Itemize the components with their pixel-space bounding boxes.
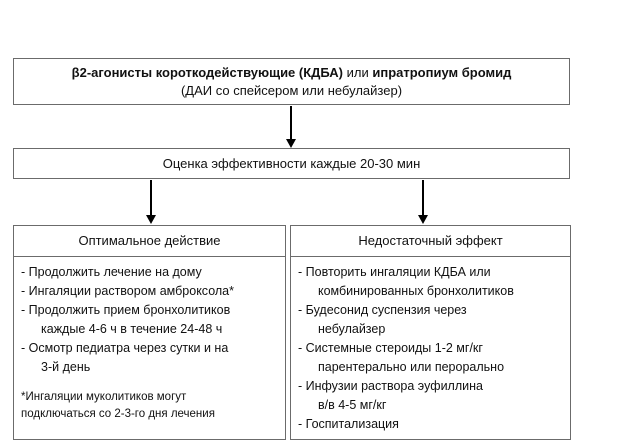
list-item xyxy=(21,263,279,282)
list-item xyxy=(21,282,279,301)
initial-therapy-box xyxy=(13,58,570,105)
saba-label: β2-агонисты короткодействующие (КДБА) xyxy=(71,65,343,80)
arrow-down-right xyxy=(422,180,424,215)
arrow-head-left xyxy=(146,215,156,224)
connector-text: или xyxy=(343,65,373,80)
insufficient-effect-body xyxy=(290,257,571,440)
list-item xyxy=(21,339,279,358)
list-item-text: - Ингаляции раствором амброксола* xyxy=(21,284,234,298)
assessment-label: Оценка эффективности каждые 20-30 мин xyxy=(162,156,421,171)
ipratropium-label: ипратропиум бромид xyxy=(372,65,512,80)
footnote-line: подключаться со 2-3-го дня лечения xyxy=(21,408,215,420)
list-item xyxy=(298,415,564,434)
list-item-text: - Будесонид суспензия через xyxy=(298,303,467,317)
list-item xyxy=(298,301,564,320)
arrow-head-1 xyxy=(286,139,296,148)
arrow-down-1 xyxy=(290,106,292,139)
list-item-text: - Осмотр педиатра через сутки и на xyxy=(21,341,229,355)
list-item-continuation: 3-й день xyxy=(41,360,91,374)
footnote-line: *Ингаляции муколитиков могут xyxy=(21,391,187,403)
list-item xyxy=(298,377,564,396)
delivery-method-text: (ДАИ со спейсером или небулайзер) xyxy=(180,83,403,98)
insufficient-effect-title: Недостаточный эффект xyxy=(358,233,503,248)
list-item-continuation: парентерально или перорально xyxy=(318,360,505,374)
list-item-continuation: каждые 4-6 ч в течение 24-48 ч xyxy=(41,322,223,336)
list-item xyxy=(298,263,564,282)
list-item-text: - Продолжить лечение на дому xyxy=(21,265,202,279)
initial-therapy-title xyxy=(14,64,569,82)
optimal-effect-header xyxy=(13,225,286,257)
optimal-effect-title: Оптимальное действие xyxy=(78,233,221,248)
list-item-text: - Системные стероиды 1-2 мг/кг xyxy=(298,341,483,355)
list-item-text: - Продолжить прием бронхолитиков xyxy=(21,303,231,317)
optimal-effect-body xyxy=(13,257,286,440)
list-item-text: - Повторить ингаляции КДБА или xyxy=(298,265,491,279)
list-item-continuation: в/в 4-5 мг/кг xyxy=(318,398,387,412)
arrow-down-left xyxy=(150,180,152,215)
footnote xyxy=(21,389,279,423)
assessment-box xyxy=(13,148,570,179)
insufficient-effect-header xyxy=(290,225,571,257)
list-item-text: - Инфузии раствора эуфиллина xyxy=(298,379,483,393)
list-item-continuation: небулайзер xyxy=(318,322,386,336)
list-item xyxy=(298,339,564,358)
arrow-head-right xyxy=(418,215,428,224)
list-item xyxy=(21,301,279,320)
list-item-text: - Госпитализация xyxy=(298,417,399,431)
list-item-continuation: комбинированных бронхолитиков xyxy=(318,284,514,298)
